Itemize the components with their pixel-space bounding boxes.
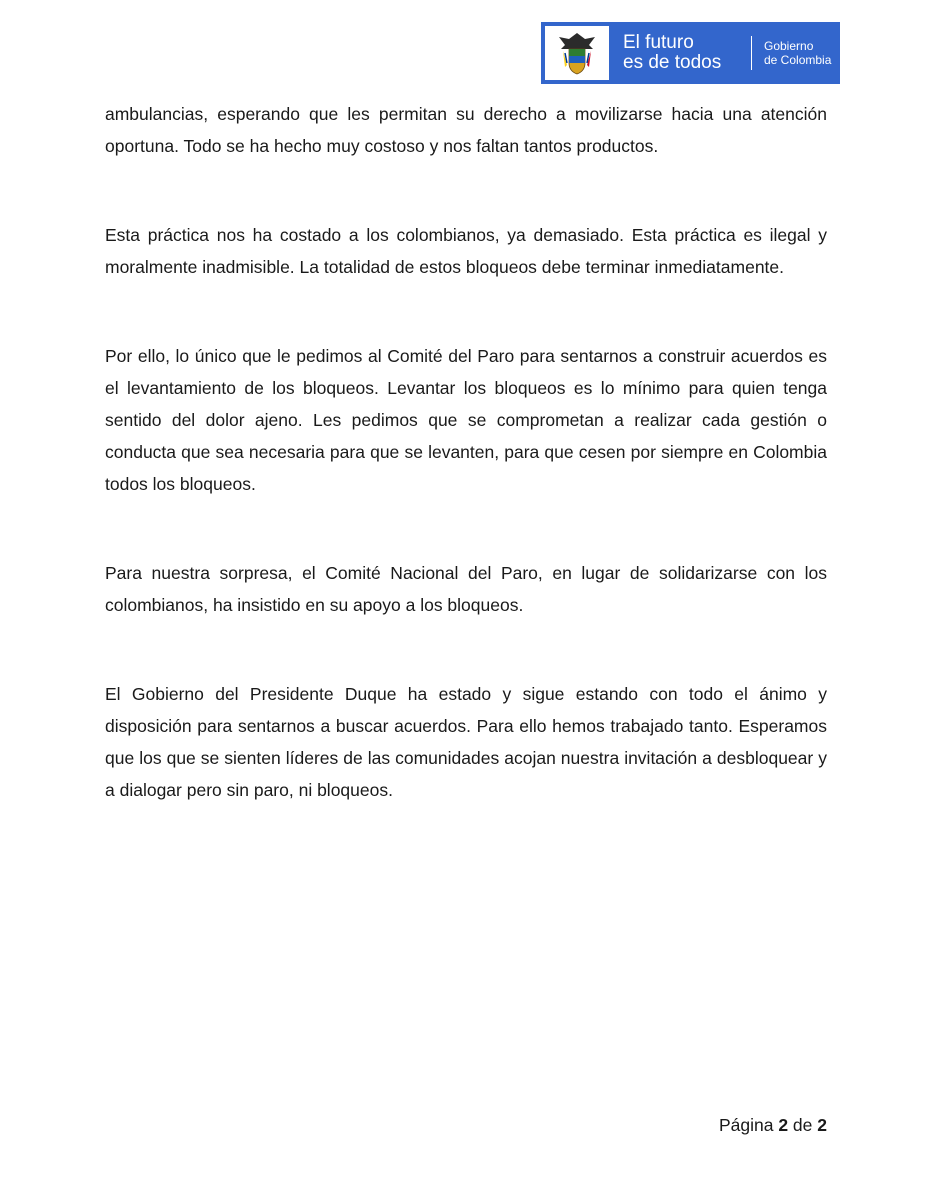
- paragraph: Para nuestra sorpresa, el Comité Nacional del Paro, en lugar de solidarizarse con los colombianos, ha insistido en su apoyo a los bloqueos.: [105, 563, 827, 615]
- seal-container: [545, 26, 609, 80]
- coat-of-arms-icon: [555, 29, 599, 77]
- logo-gov-line2: de Colombia: [764, 53, 832, 67]
- header-logo: [541, 22, 840, 84]
- document-body: [105, 98, 827, 806]
- paragraph: Esta práctica nos ha costado a los colombianos, ya demasiado. Esta práctica es ilegal y moralmente inadmisible. La totalidad de estos bloqueos debe terminar inmediatamente.: [105, 225, 827, 277]
- logo-gov-line1: Gobierno: [764, 39, 814, 53]
- paragraph: Por ello, lo único que le pedimos al Comité del Paro para sentarnos a construir acuerdos es el levantamiento de los bloqueos. Levantar los bloqueos es lo mínimo para quien tenga sentido del dolor ajeno. Les pedimos que se comprometan a realizar cada gestión o conducta que sea necesaria para que se levanten, para que cesen por siempre en Colombia todos los bloqueos.: [105, 346, 827, 494]
- page-word: Página: [718, 1115, 774, 1135]
- of-word: de: [792, 1115, 813, 1135]
- logo-government: [752, 22, 840, 84]
- paragraph: El Gobierno del Presidente Duque ha estado y sigue estando con todo el ánimo y disposición para sentarnos a buscar acuerdos. Para ello hemos trabajado tanto. Esperamos que los que se sienten líderes de las comunidades acojan nuestra invitación a desbloquear y a dialogar pero sin paro, ni bloqueos.: [105, 684, 827, 800]
- paragraph: ambulancias, esperando que les permitan su derecho a movilizarse hacia una atención oportuna. Todo se ha hecho muy costoso y nos faltan tantos productos.: [105, 104, 827, 156]
- total-pages: 2: [817, 1115, 827, 1135]
- logo-slogan: [609, 22, 751, 84]
- logo-slogan-line2: es de todos: [623, 52, 722, 73]
- current-page: 2: [778, 1115, 789, 1135]
- logo-slogan-line1: El futuro: [623, 32, 694, 53]
- page-number: [719, 1113, 827, 1137]
